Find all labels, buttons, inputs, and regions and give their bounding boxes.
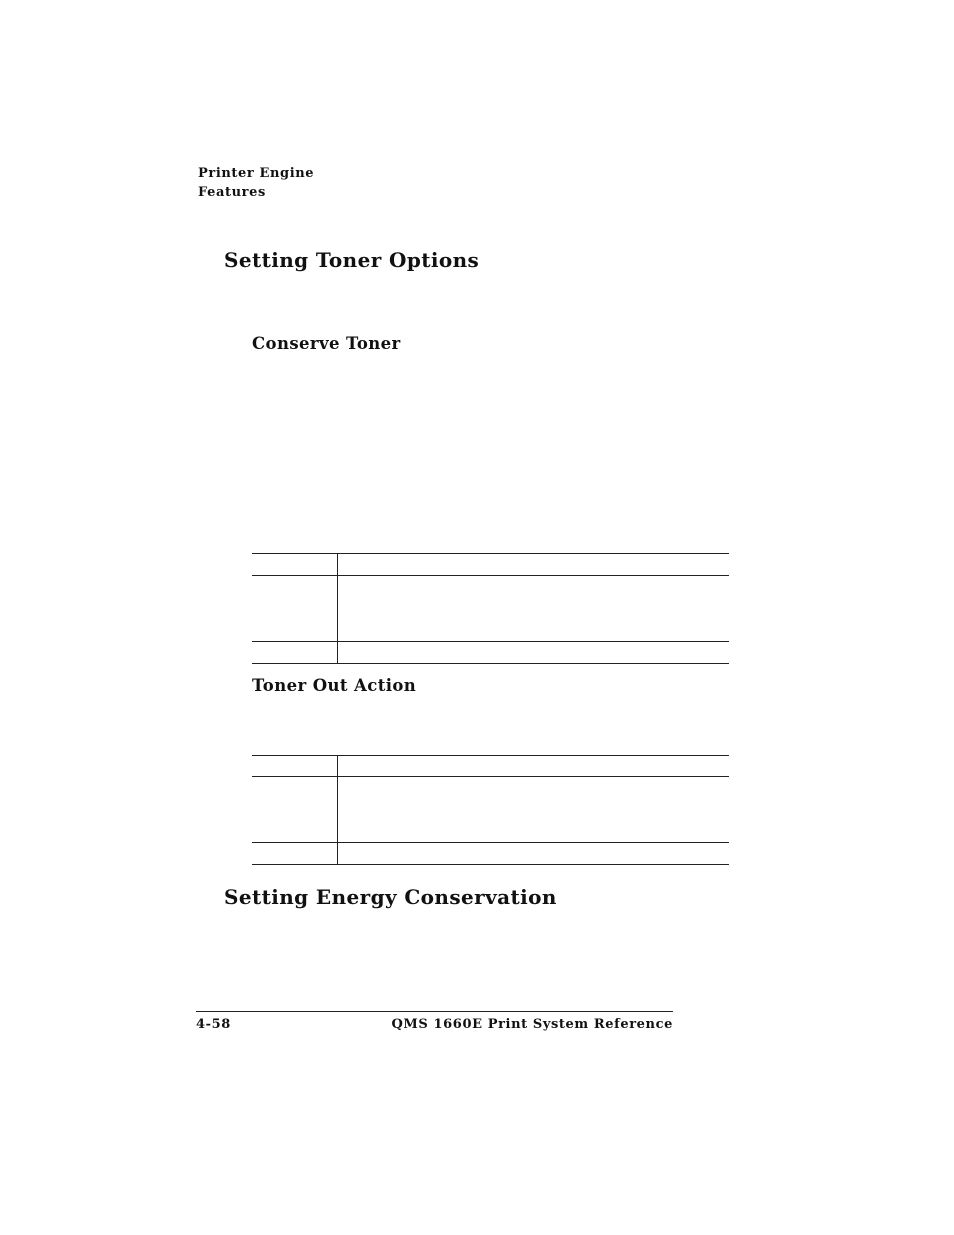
table-rule (252, 663, 729, 664)
table-rule (252, 842, 729, 843)
running-head-line-2: Features (198, 185, 266, 200)
book-title: QMS 1660E Print System Reference (391, 1017, 673, 1032)
table-rule (252, 641, 729, 642)
table-column-divider (337, 755, 338, 864)
table-column-divider (337, 553, 338, 663)
table-rule (252, 864, 729, 865)
table-rule (252, 755, 729, 756)
subsection-title-toner-out-action: Toner Out Action (252, 676, 417, 695)
running-head-line-1: Printer Engine (198, 166, 315, 181)
footer-rule (196, 1011, 673, 1012)
section-title-energy-conservation: Setting Energy Conservation (224, 885, 557, 909)
subsection-title-conserve-toner: Conserve Toner (252, 334, 401, 353)
page-number: 4-58 (196, 1017, 231, 1032)
table-rule (252, 553, 729, 554)
section-title-toner-options: Setting Toner Options (224, 248, 480, 272)
table-rule (252, 575, 729, 576)
table-rule (252, 776, 729, 777)
